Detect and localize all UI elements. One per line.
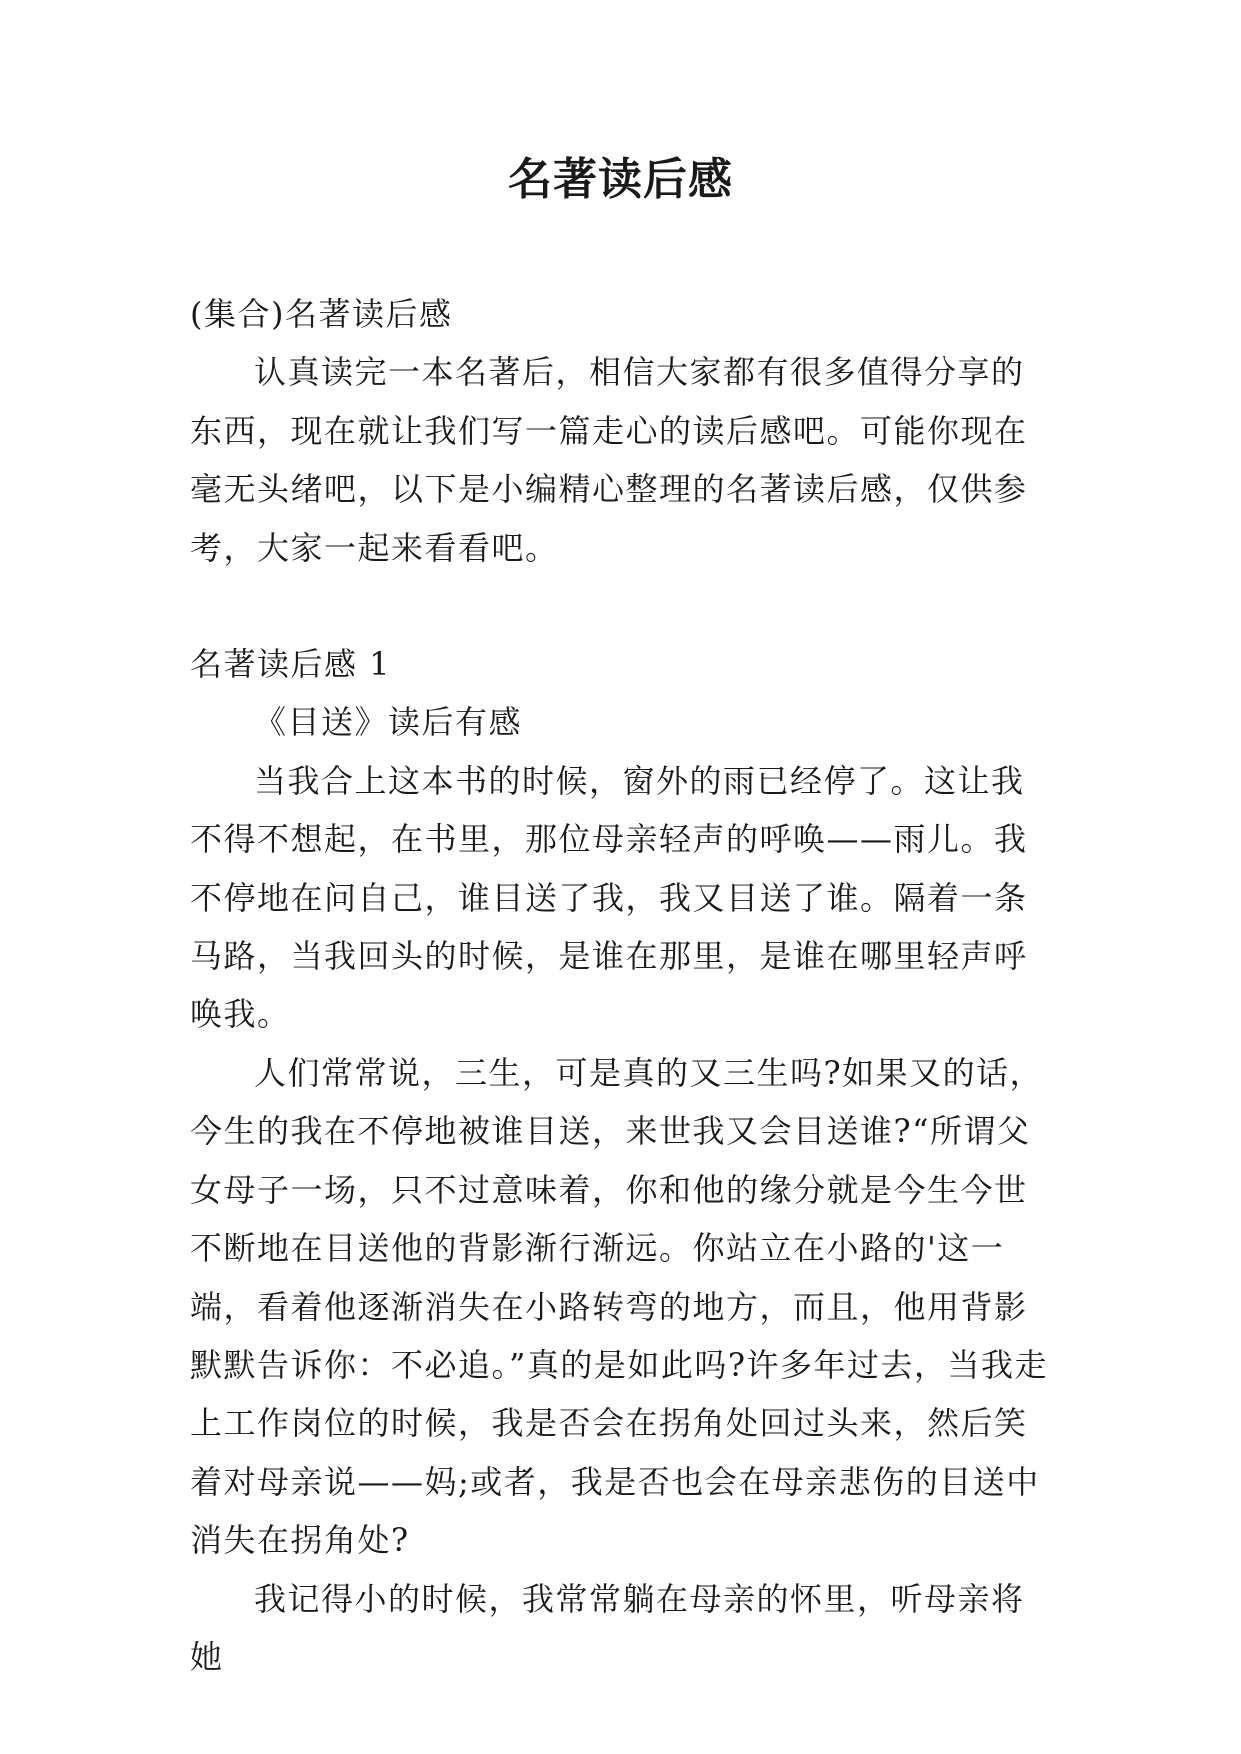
document-title: 名著读后感 — [508, 154, 733, 205]
document-subtitle: (集合)名著读后感 — [190, 295, 453, 333]
section-heading: 名著读后感 1 — [190, 645, 392, 684]
body-paragraph: 人们常常说，三生，可是真的又三生吗?如果又的话，今生的我在不停地被谁目送，来世我又会目送谁?“所谓父女母子一场，只不过意味着，你和他的缘分就是今生今世不断地在目送他的背影渐行渐远。你站立在小路的'这一端，看着他逐渐消失在小路转弯的地方，而且，他用背影默默告诉你：不必追。”真的是如此吗?许多年过去，当我走上工作岗位的时候，我是否会在拐角处回过头来，然后笑着对母亲说——妈;或者，我是否也会在母亲悲伤的目送中消失在拐角处? — [190, 1053, 1049, 1560]
intro-paragraph: 认真读完一本名著后，相信大家都有很多值得分享的东西，现在就让我们写一篇走心的读后感吧。可能你现在毫无头绪吧，以下是小编精心整理的名著读后感，仅供参考，大家一起来看看吧。 — [190, 353, 1028, 567]
section-subtitle: 《目送》读后有感 — [254, 703, 523, 742]
document-body — [190, 285, 1050, 1686]
body-paragraph: 我记得小的时候，我常常躺在母亲的怀里，听母亲将她 — [190, 1579, 1025, 1676]
body-paragraph: 当我合上这本书的时候，窗外的雨已经停了。这让我不得不想起，在书里，那位母亲轻声的呼唤——雨儿。我不停地在问自己，谁目送了我，我又目送了谁。隔着一条马路，当我回头的时候，是谁在那里，是谁在哪里轻声呼唤我。 — [190, 761, 1028, 1034]
spacer — [190, 577, 1050, 635]
